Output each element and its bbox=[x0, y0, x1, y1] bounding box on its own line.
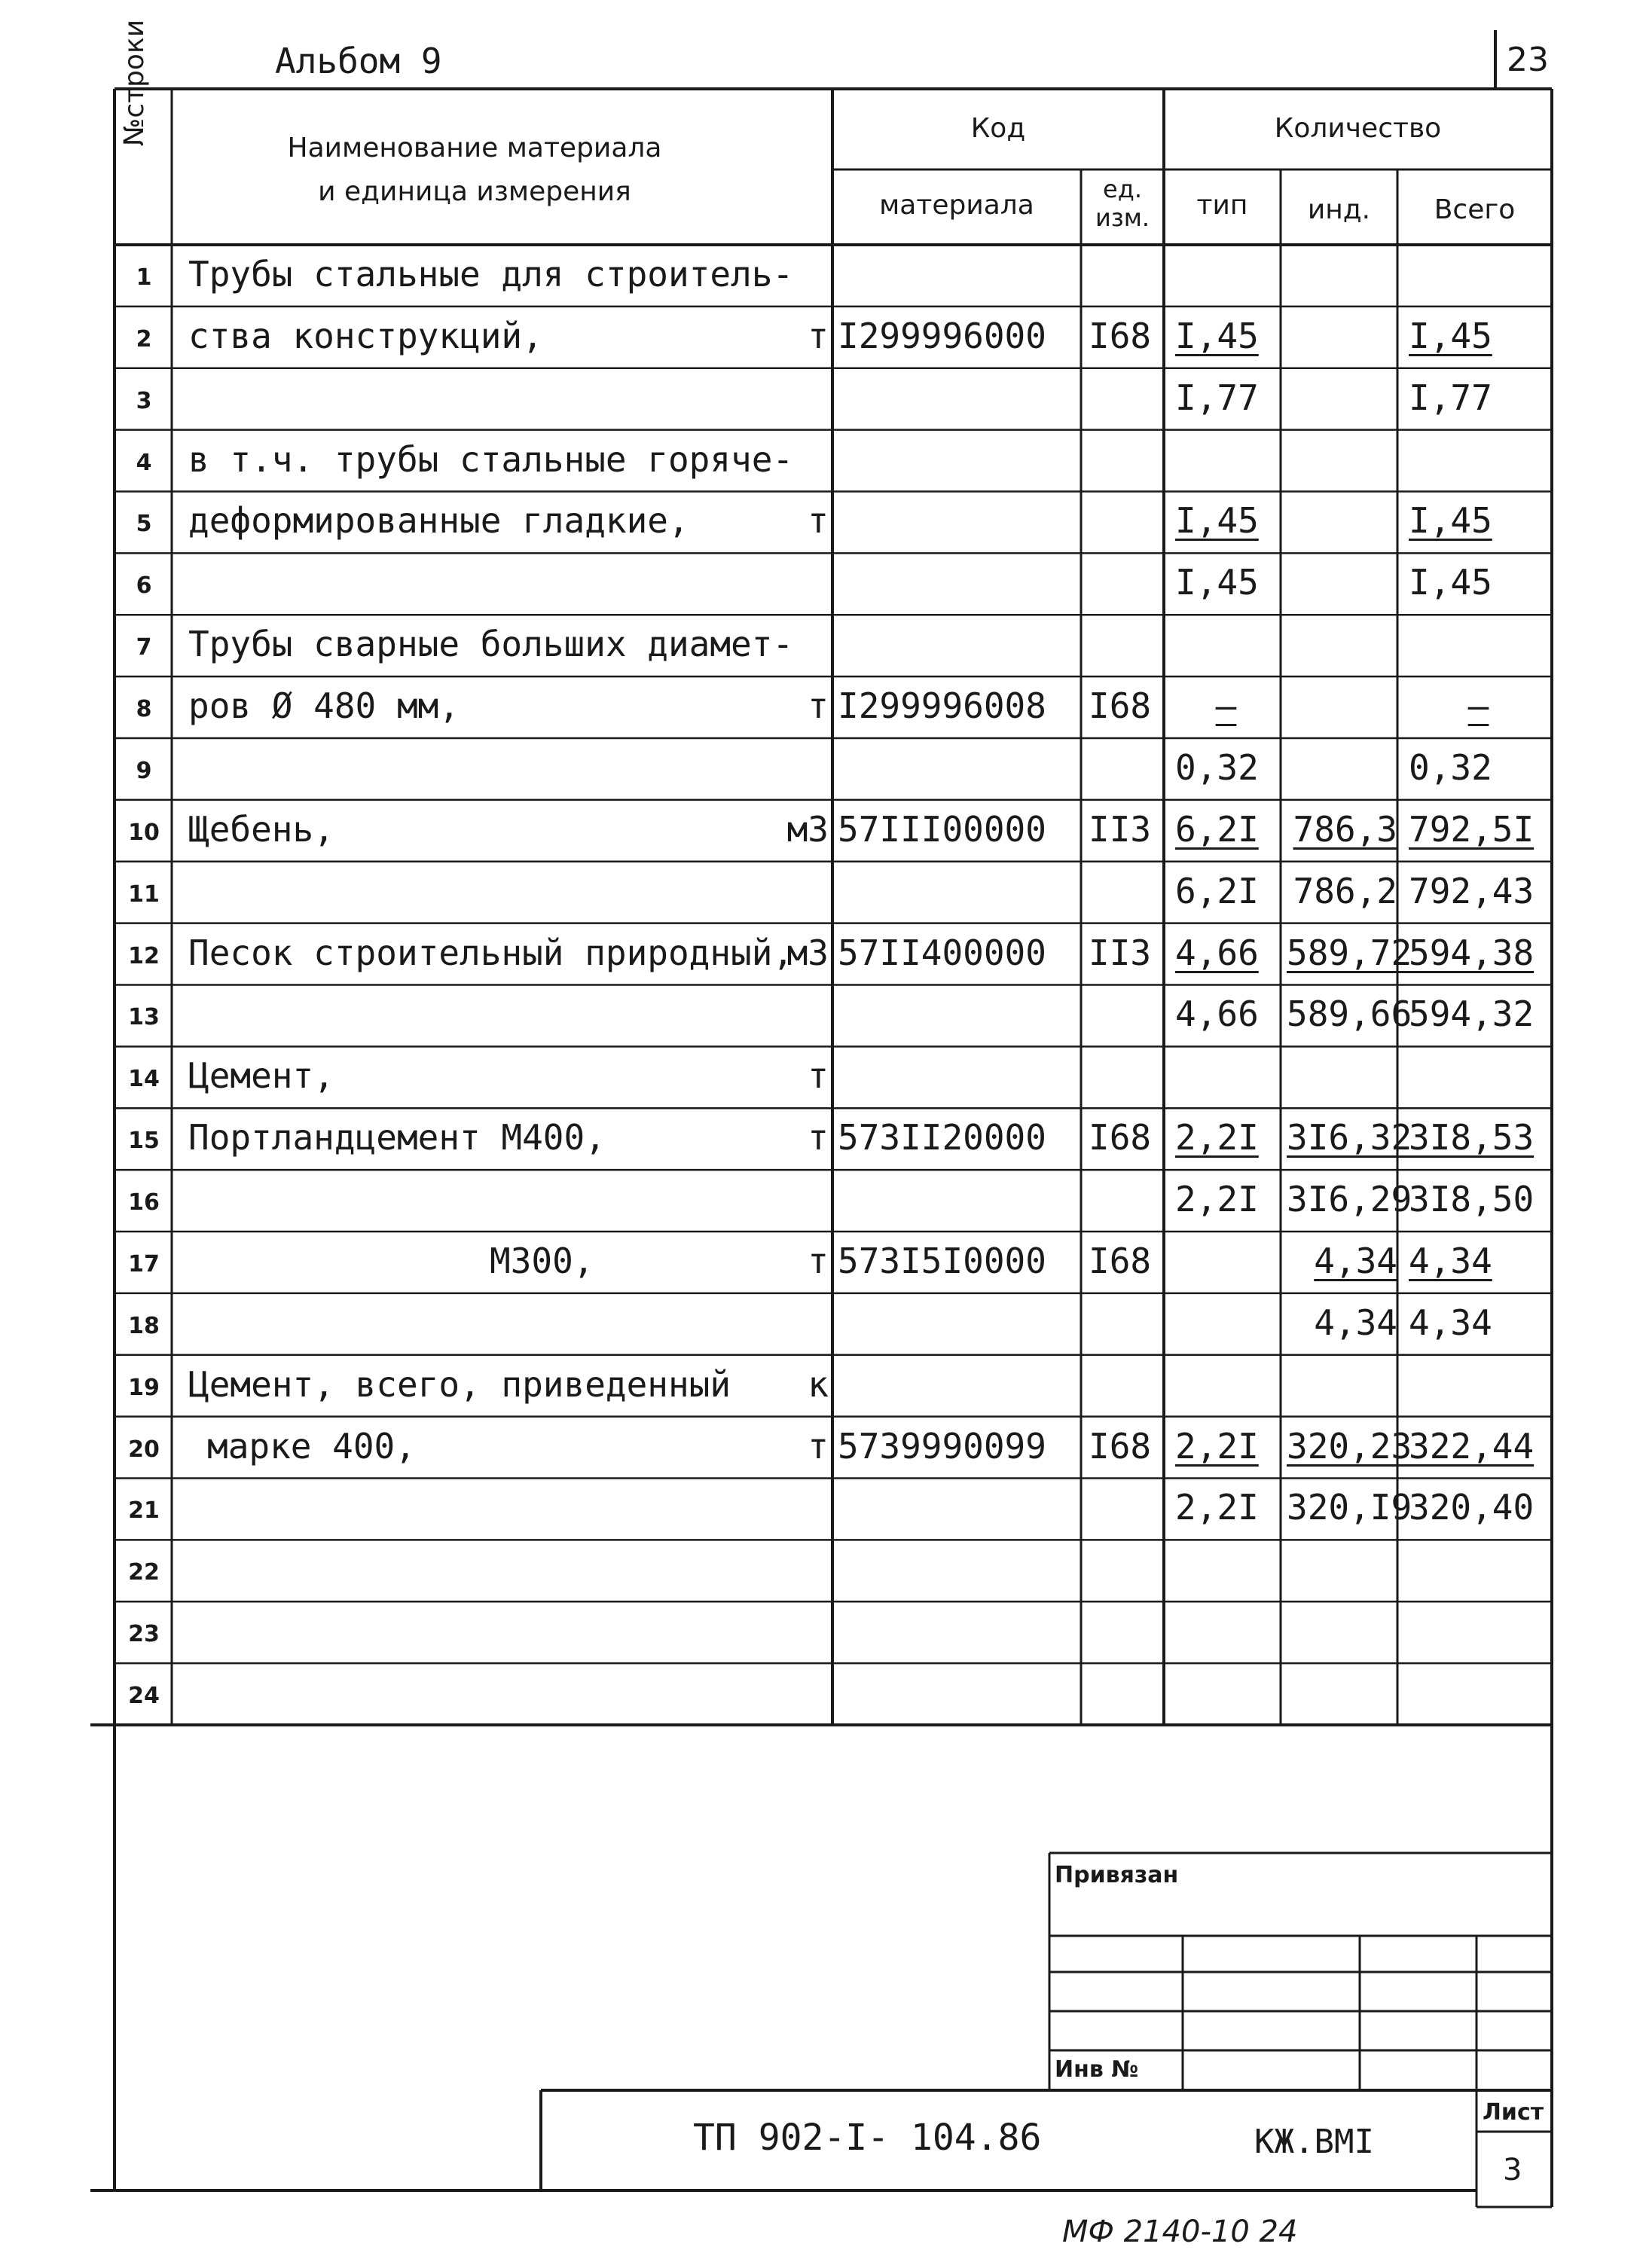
material-code: I299996000 bbox=[838, 315, 1046, 356]
header-code-material: материала bbox=[879, 190, 1034, 221]
material-name: Песок строительный природный, bbox=[188, 932, 794, 973]
row-number: 11 bbox=[128, 881, 160, 908]
qty-total: I,45 bbox=[1409, 562, 1492, 603]
material-unit: т bbox=[808, 500, 829, 542]
header-name-line2: и единица измерения bbox=[318, 176, 631, 207]
qty-type: 4,66 bbox=[1175, 994, 1259, 1035]
qty-total: 322,44 bbox=[1409, 1425, 1535, 1467]
qty-type: I,45 bbox=[1175, 562, 1259, 603]
material-unit: т bbox=[808, 685, 829, 727]
row-number: 14 bbox=[128, 1066, 160, 1093]
document-code: ТП 902-I- 104.86 bbox=[693, 2117, 1042, 2159]
unit-code: I68 bbox=[1089, 685, 1152, 727]
qty-total: 4,34 bbox=[1409, 1240, 1492, 1281]
row-number: 18 bbox=[128, 1312, 160, 1339]
material-name: Щебень, bbox=[188, 808, 334, 850]
qty-type: 6,2I bbox=[1175, 870, 1259, 911]
row-number: 5 bbox=[136, 511, 152, 538]
material-unit: т bbox=[808, 1240, 829, 1281]
qty-ind: 4,34 bbox=[1314, 1302, 1397, 1343]
header-name bbox=[226, 127, 723, 214]
material-unit: м3 bbox=[786, 808, 829, 850]
qty-ind: 786,2 bbox=[1293, 870, 1397, 911]
unit-code: I68 bbox=[1089, 1240, 1152, 1281]
material-code: 573I5I0000 bbox=[838, 1240, 1046, 1281]
qty-total: 0,32 bbox=[1409, 746, 1492, 788]
qty-type: 2,2I bbox=[1175, 1117, 1259, 1158]
row-number: 12 bbox=[128, 942, 160, 969]
header-qty-type: тип bbox=[1196, 190, 1248, 221]
material-name: ства конструкций, bbox=[188, 315, 543, 356]
row-number: 17 bbox=[128, 1250, 160, 1277]
qty-ind: 4,34 bbox=[1314, 1240, 1397, 1281]
row-number: 24 bbox=[128, 1683, 160, 1710]
qty-type: 2,2I bbox=[1175, 1487, 1259, 1528]
qty-type: 4,66 bbox=[1175, 932, 1259, 973]
row-number: 22 bbox=[128, 1559, 160, 1586]
row-number: 23 bbox=[128, 1621, 160, 1648]
material-name: ров Ø 480 мм, bbox=[188, 685, 460, 727]
page-number: 23 bbox=[1507, 41, 1549, 79]
privyazan-label: Привязан bbox=[1055, 1862, 1179, 1888]
row-number: 4 bbox=[136, 449, 152, 476]
row-number: 13 bbox=[128, 1004, 160, 1031]
material-unit: т bbox=[808, 315, 829, 356]
row-number: 1 bbox=[136, 264, 152, 291]
qty-type: I,45 bbox=[1175, 500, 1259, 542]
row-number: 2 bbox=[136, 325, 152, 353]
material-name: М300, bbox=[490, 1240, 594, 1281]
qty-total: – bbox=[1467, 685, 1489, 727]
header-quantity: Количество bbox=[1274, 113, 1442, 144]
qty-ind: 3I6,29 bbox=[1287, 1179, 1412, 1220]
qty-ind: 320,I9 bbox=[1287, 1487, 1412, 1528]
row-number: 19 bbox=[128, 1374, 160, 1401]
header-code-unit: ед. изм. bbox=[1095, 175, 1150, 232]
header-row-number: №строки bbox=[119, 19, 150, 147]
qty-total: 792,5I bbox=[1409, 808, 1535, 850]
qty-ind: 3I6,32 bbox=[1287, 1117, 1412, 1158]
row-number: 20 bbox=[128, 1436, 160, 1463]
unit-code: II3 bbox=[1089, 932, 1152, 973]
row-number: 7 bbox=[136, 634, 152, 661]
material-code: 573II20000 bbox=[838, 1117, 1046, 1158]
qty-type: 2,2I bbox=[1175, 1425, 1259, 1467]
material-name: Цемент, bbox=[188, 1055, 334, 1097]
row-number: 16 bbox=[128, 1189, 160, 1216]
qty-type: 0,32 bbox=[1175, 746, 1259, 788]
material-unit: м3 bbox=[786, 932, 829, 973]
qty-total: 3I8,53 bbox=[1409, 1117, 1535, 1158]
row-number: 8 bbox=[136, 696, 152, 723]
row-number: 9 bbox=[136, 757, 152, 784]
qty-total: 4,34 bbox=[1409, 1302, 1492, 1343]
material-name: Трубы сварные больших диамет- bbox=[188, 624, 794, 665]
qty-total: 594,38 bbox=[1409, 932, 1535, 973]
qty-type: I,45 bbox=[1175, 315, 1259, 356]
material-unit: т bbox=[808, 1055, 829, 1097]
material-code: 5739990099 bbox=[838, 1425, 1046, 1467]
drawing-mark: КЖ.ВМI bbox=[1254, 2123, 1374, 2161]
material-code: 57III00000 bbox=[838, 808, 1046, 850]
material-code: I299996008 bbox=[838, 685, 1046, 727]
unit-code: I68 bbox=[1089, 1425, 1152, 1467]
qty-ind: 320,23 bbox=[1287, 1425, 1412, 1467]
unit-code: I68 bbox=[1089, 1117, 1152, 1158]
qty-total: 594,32 bbox=[1409, 994, 1535, 1035]
unit-code: I68 bbox=[1089, 315, 1152, 356]
qty-type: 6,2I bbox=[1175, 808, 1259, 850]
material-unit: т bbox=[808, 1425, 829, 1467]
material-name: марке 400, bbox=[207, 1425, 416, 1467]
header-qty-total: Всего bbox=[1434, 194, 1516, 225]
material-code: 57II400000 bbox=[838, 932, 1046, 973]
qty-ind: 589,72 bbox=[1287, 932, 1412, 973]
material-unit: к bbox=[808, 1363, 829, 1405]
qty-type: 2,2I bbox=[1175, 1179, 1259, 1220]
material-name: в т.ч. трубы стальные горяче- bbox=[188, 438, 794, 480]
qty-total: I,45 bbox=[1409, 500, 1492, 542]
qty-type: I,77 bbox=[1175, 377, 1259, 418]
qty-ind: 786,3 bbox=[1293, 808, 1397, 850]
row-number: 3 bbox=[136, 387, 152, 414]
qty-ind: 589,66 bbox=[1287, 994, 1412, 1035]
inv-no-label: Инв № bbox=[1055, 2056, 1139, 2083]
qty-total: I,77 bbox=[1409, 377, 1492, 418]
sheet-label: Лист bbox=[1483, 2099, 1544, 2126]
album-title: Альбом 9 bbox=[275, 41, 442, 81]
material-name: Цемент, всего, приведенный bbox=[188, 1363, 731, 1405]
row-number: 15 bbox=[128, 1128, 160, 1155]
unit-code: II3 bbox=[1089, 808, 1152, 850]
header-code: Код bbox=[970, 113, 1026, 144]
row-number: 10 bbox=[128, 819, 160, 846]
row-number: 6 bbox=[136, 572, 152, 600]
qty-type: – bbox=[1215, 685, 1237, 727]
material-name: Трубы стальные для строитель- bbox=[188, 253, 794, 295]
header-qty-ind: инд. bbox=[1307, 194, 1371, 225]
material-unit: т bbox=[808, 1117, 829, 1158]
sheet-number: 3 bbox=[1503, 2153, 1522, 2187]
qty-total: I,45 bbox=[1409, 315, 1492, 356]
footer-note: МФ 2140-10 24 bbox=[1062, 2215, 1298, 2249]
header-name-line1: Наименование материала bbox=[287, 133, 662, 163]
row-number: 21 bbox=[128, 1497, 160, 1525]
material-name: деформированные гладкие, bbox=[188, 500, 689, 542]
qty-total: 320,40 bbox=[1409, 1487, 1535, 1528]
material-name: Портландцемент М400, bbox=[188, 1117, 606, 1158]
qty-total: 3I8,50 bbox=[1409, 1179, 1535, 1220]
qty-total: 792,43 bbox=[1409, 870, 1535, 911]
